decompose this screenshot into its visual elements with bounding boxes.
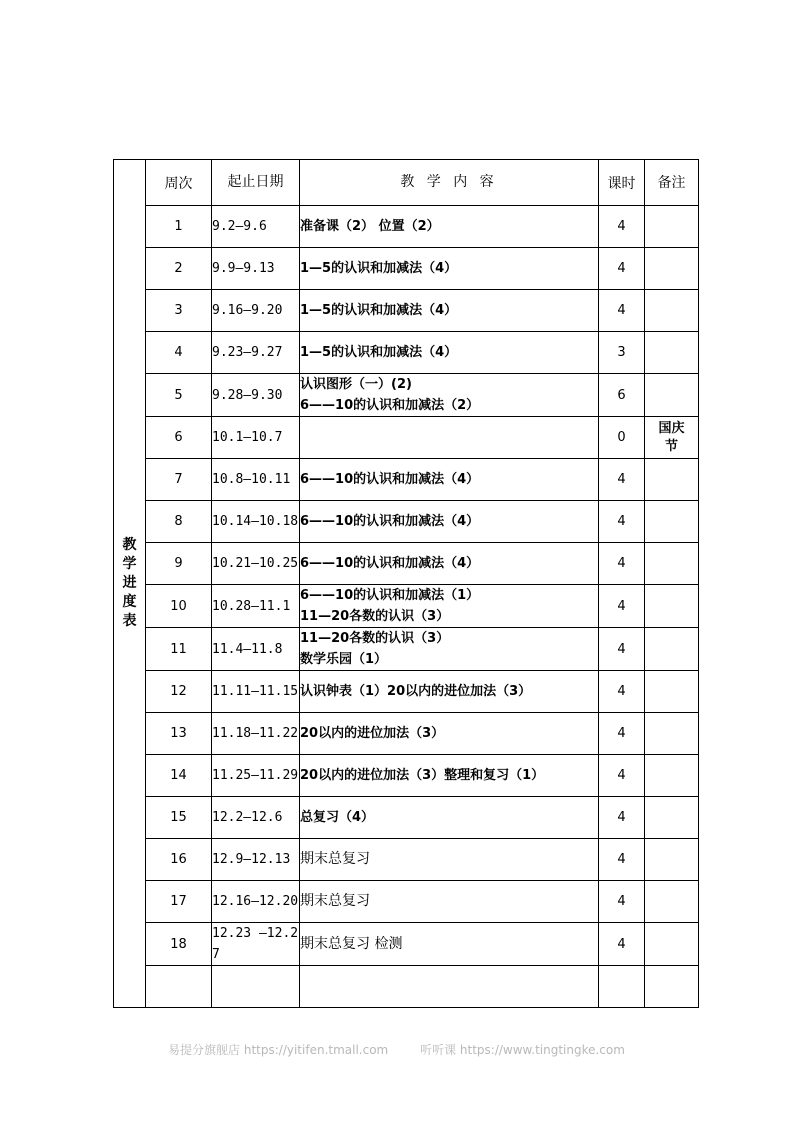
hours-cell: 4	[599, 459, 645, 501]
content-cell	[300, 755, 599, 797]
hours-cell: 4	[599, 628, 645, 671]
remark-cell	[645, 923, 699, 966]
date-cell: 11.4—11.8	[212, 628, 300, 671]
remark-cell: 国庆节	[645, 417, 699, 459]
date-cell: 10.28—11.1	[212, 585, 300, 628]
date-cell: 12.23 —12.27	[212, 923, 300, 966]
remark-cell	[645, 374, 699, 417]
table-row	[114, 585, 699, 628]
content-line: 期末总复习 检测	[300, 935, 403, 952]
table-row	[114, 248, 699, 290]
footer	[0, 1041, 793, 1058]
remark-cell	[645, 881, 699, 923]
table-row	[114, 671, 699, 713]
schedule-table	[113, 159, 699, 1008]
date-cell: 11.11—11.15	[212, 671, 300, 713]
side-label-char: 度	[122, 594, 137, 610]
date-cell	[212, 966, 300, 1008]
hours-cell: 4	[599, 881, 645, 923]
week-cell: 14	[146, 755, 212, 797]
side-label-char: 学	[122, 556, 137, 572]
week-cell: 18	[146, 923, 212, 966]
date-cell: 9.23—9.27	[212, 332, 300, 374]
header-row	[114, 160, 699, 206]
content-cell	[300, 459, 599, 501]
content-cell	[300, 797, 599, 839]
content-line: 6——10的认识和加减法（4）	[300, 556, 480, 571]
content-line: 11—20各数的认识（3）	[300, 609, 450, 624]
header-hours: 课时	[599, 160, 645, 206]
remark-cell	[645, 543, 699, 585]
hours-cell: 3	[599, 332, 645, 374]
table-row	[114, 332, 699, 374]
date-cell: 12.9—12.13	[212, 839, 300, 881]
remark-cell	[645, 332, 699, 374]
content-cell	[300, 332, 599, 374]
week-cell: 15	[146, 797, 212, 839]
side-label-char: 进	[122, 575, 137, 591]
remark-cell	[645, 713, 699, 755]
remark-cell	[645, 248, 699, 290]
week-cell: 10	[146, 585, 212, 628]
date-cell: 10.14—10.18	[212, 501, 300, 543]
remark-cell	[645, 628, 699, 671]
table-row	[114, 797, 699, 839]
remark-cell	[645, 585, 699, 628]
week-cell: 5	[146, 374, 212, 417]
date-cell: 11.25—11.29	[212, 755, 300, 797]
footer-right-link[interactable]: 听听课 https://www.tingtingke.com	[420, 1043, 625, 1057]
table-row	[114, 459, 699, 501]
week-cell: 2	[146, 248, 212, 290]
week-cell: 16	[146, 839, 212, 881]
table-row	[114, 713, 699, 755]
content-cell	[300, 839, 599, 881]
header-week: 周次	[146, 160, 212, 206]
content-cell	[300, 543, 599, 585]
side-label	[114, 160, 146, 1008]
content-cell	[300, 417, 599, 459]
content-cell	[300, 290, 599, 332]
hours-cell: 4	[599, 713, 645, 755]
table-row	[114, 628, 699, 671]
remark-cell	[645, 755, 699, 797]
week-cell: 8	[146, 501, 212, 543]
hours-cell: 4	[599, 755, 645, 797]
date-cell: 10.21—10.25	[212, 543, 300, 585]
week-cell: 7	[146, 459, 212, 501]
header-date: 起止日期	[212, 160, 300, 206]
content-cell	[300, 374, 599, 417]
week-cell	[146, 966, 212, 1008]
table-row	[114, 374, 699, 417]
content-cell	[300, 501, 599, 543]
table-row	[114, 923, 699, 966]
content-line: 1—5的认识和加减法（4）	[300, 345, 458, 360]
content-line: 20以内的进位加法（3）	[300, 726, 445, 741]
week-cell: 13	[146, 713, 212, 755]
footer-left-link[interactable]: 易提分旗舰店 https://yitifen.tmall.com	[168, 1043, 389, 1057]
hours-cell: 4	[599, 290, 645, 332]
date-cell: 10.8—10.11	[212, 459, 300, 501]
header-content: 教 学 内 容	[300, 160, 599, 206]
hours-cell: 4	[599, 923, 645, 966]
table-row	[114, 290, 699, 332]
week-cell: 1	[146, 206, 212, 248]
hours-cell: 4	[599, 585, 645, 628]
remark-cell	[645, 671, 699, 713]
content-cell	[300, 713, 599, 755]
remark-cell	[645, 501, 699, 543]
hours-cell	[599, 966, 645, 1008]
content-line: 期末总复习	[300, 893, 370, 909]
date-cell: 12.2—12.6	[212, 797, 300, 839]
content-cell	[300, 585, 599, 628]
content-cell	[300, 671, 599, 713]
content-line: 认识钟表（1）20以内的进位加法（3）	[300, 684, 532, 699]
date-cell: 12.16—12.20	[212, 881, 300, 923]
hours-cell: 4	[599, 797, 645, 839]
content-line: 总复习（4）	[300, 810, 375, 825]
remark-cell	[645, 290, 699, 332]
remark-cell	[645, 966, 699, 1008]
table-row	[114, 417, 699, 459]
hours-cell: 4	[599, 543, 645, 585]
table-row	[114, 966, 699, 1008]
content-line: 认识图形（一）(2)	[300, 377, 412, 392]
header-remark: 备注	[645, 160, 699, 206]
content-line: 6——10的认识和加减法（2）	[300, 398, 480, 413]
hours-cell: 4	[599, 248, 645, 290]
week-cell: 12	[146, 671, 212, 713]
week-cell: 6	[146, 417, 212, 459]
side-label-char: 表	[122, 613, 137, 629]
date-cell: 9.16—9.20	[212, 290, 300, 332]
table-row	[114, 501, 699, 543]
table-row	[114, 881, 699, 923]
date-cell: 10.1—10.7	[212, 417, 300, 459]
content-line: 6——10的认识和加减法（4）	[300, 514, 480, 529]
content-cell	[300, 881, 599, 923]
date-cell: 9.28—9.30	[212, 374, 300, 417]
week-cell: 3	[146, 290, 212, 332]
hours-cell: 4	[599, 839, 645, 881]
content-line: 20以内的进位加法（3）整理和复习（1）	[300, 768, 545, 783]
content-line: 期末总复习	[300, 851, 370, 867]
remark-cell	[645, 797, 699, 839]
content-cell	[300, 206, 599, 248]
content-line: 1—5的认识和加减法（4）	[300, 261, 458, 276]
content-line: 1—5的认识和加减法（4）	[300, 303, 458, 318]
content-cell	[300, 628, 599, 671]
table-row	[114, 755, 699, 797]
content-line: 6——10的认识和加减法（4）	[300, 472, 480, 487]
content-cell	[300, 248, 599, 290]
content-line: 6——10的认识和加减法（1）	[300, 588, 480, 603]
content-line: 准备课（2） 位置（2）	[300, 219, 440, 234]
side-label-char: 教	[122, 537, 137, 553]
week-cell: 9	[146, 543, 212, 585]
content-cell	[300, 923, 599, 966]
hours-cell: 4	[599, 206, 645, 248]
date-cell: 9.2—9.6	[212, 206, 300, 248]
week-cell: 4	[146, 332, 212, 374]
remark-cell	[645, 206, 699, 248]
content-line: 数学乐园（1）	[300, 652, 388, 667]
remark-cell	[645, 839, 699, 881]
remark-cell	[645, 459, 699, 501]
date-cell: 9.9—9.13	[212, 248, 300, 290]
week-cell: 11	[146, 628, 212, 671]
hours-cell: 4	[599, 501, 645, 543]
date-cell: 11.18—11.22	[212, 713, 300, 755]
content-line: 11—20各数的认识（3）	[300, 631, 450, 646]
table-row	[114, 543, 699, 585]
hours-cell: 6	[599, 374, 645, 417]
hours-cell: 4	[599, 671, 645, 713]
hours-cell: 0	[599, 417, 645, 459]
content-cell	[300, 966, 599, 1008]
week-cell: 17	[146, 881, 212, 923]
table-row	[114, 839, 699, 881]
table-row	[114, 206, 699, 248]
